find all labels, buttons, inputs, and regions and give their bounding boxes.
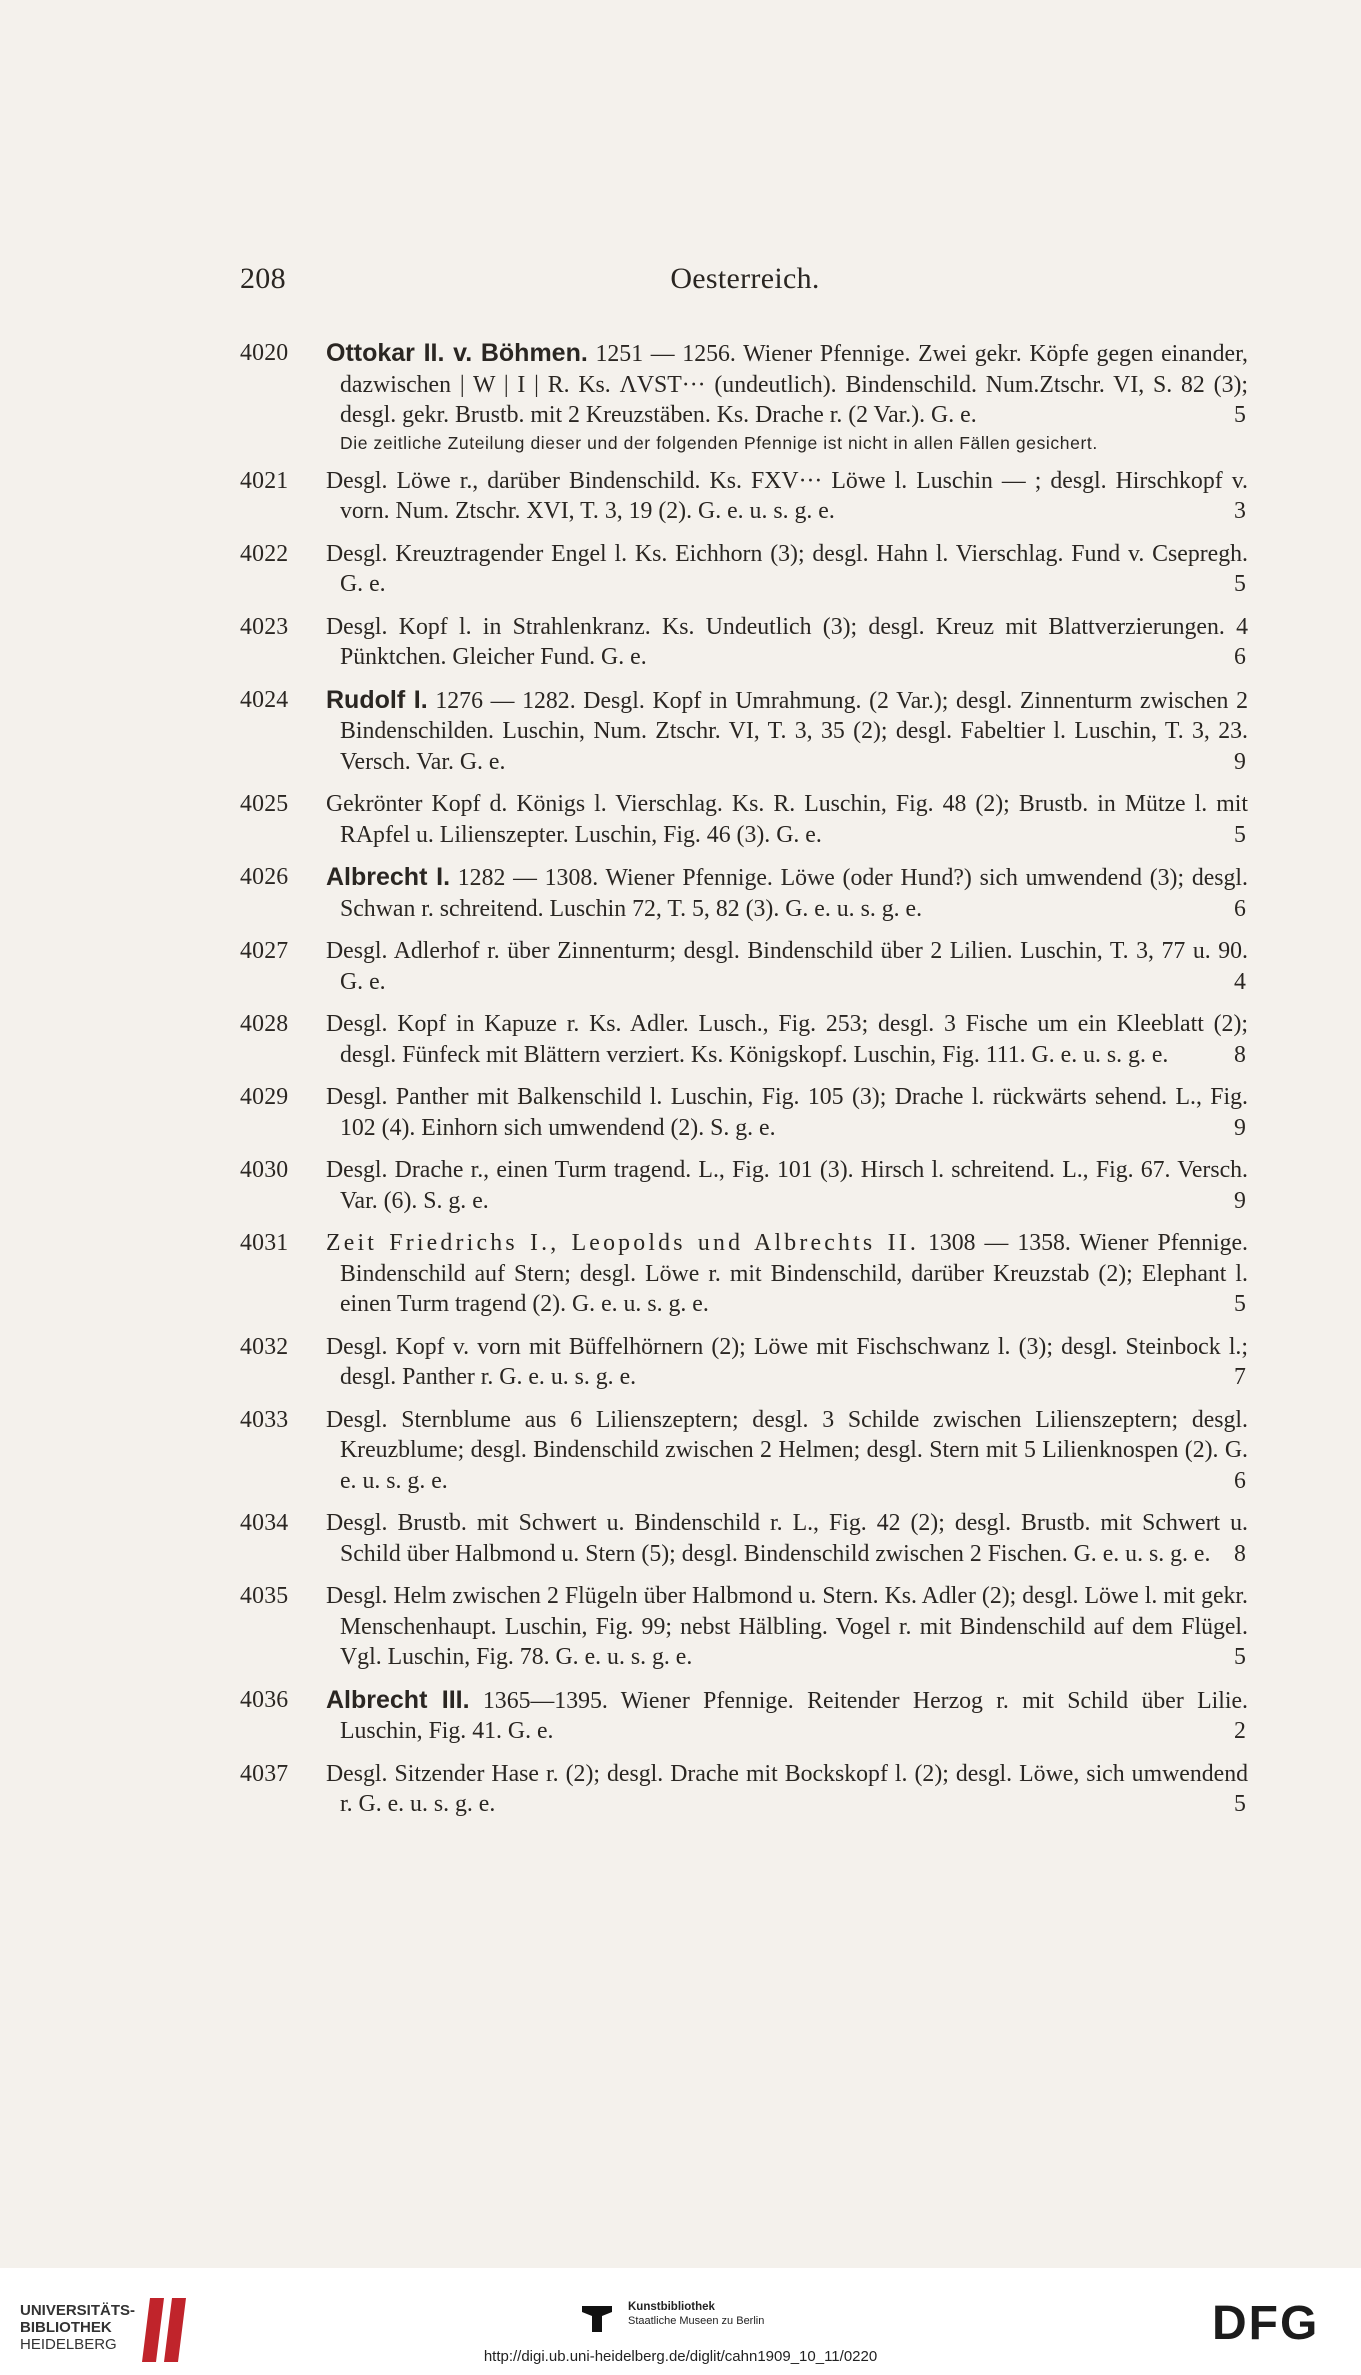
entry-text: Desgl. Sternblume aus 6 Lilienszeptern; desgl. 3 Schilde zwischen Lilienszeptern; desgl. Kreuzblume; desgl. Bindenschild zwischen 2 Helmen; desgl. Stern mit 5 Lilienknospen (2). G. e. u. s. g. e.: [326, 1406, 1248, 1494]
entry-description: Ottokar II. v. Böhmen. 1251 — 1256. Wiener Pfennige. Zwei gekr. Köpfe gegen einander, dazwischen | W | I | R. Ks. ΛVST··· (undeutlich). Bindenschild. Num.Ztschr. VI, S. 82 (3); desgl. gekr. Brustb. mit 2 Kreuzstäben. Ks. Drache r. (2 Var.). G. e. 5: [326, 339, 1248, 428]
catalog-entry: [240, 1759, 1248, 1820]
entry-text: Desgl. Löwe r., darüber Bindenschild. Ks. FXV··· Löwe l. Luschin — ; desgl. Hirschkopf v. vorn. Num. Ztschr. XVI, T. 3, 19 (2). G. e. u. s. g. e.: [326, 467, 1248, 524]
entry-number: 4025: [240, 791, 289, 817]
entry-number: 4031: [240, 1230, 289, 1256]
entry-number: 4023: [240, 613, 289, 640]
entry-description: Desgl. Sternblume aus 6 Lilienszeptern; desgl. 3 Schilde zwischen Lilienszeptern; desgl. Kreuzblume; desgl. Bindenschild zwischen 2 Helmen; desgl. Stern mit 5 Lilienknospen (2). G. e. u. s. g. e. 6: [326, 1406, 1248, 1494]
entry-description: Desgl. Panther mit Balkenschild l. Luschin, Fig. 105 (3); Drache l. rückwärts sehend. L., Fig. 102 (4). Einhorn sich umwendend (2). S. g. e. 9: [326, 1084, 1248, 1141]
entry-number: 4020: [240, 340, 289, 366]
dfg-logo[interactable]: DFG: [1212, 2297, 1320, 2350]
catalog-entry: [240, 1685, 1248, 1747]
page-header: [240, 262, 1250, 302]
entry-text: 1308 — 1358. Wiener Pfennige. Bindenschild auf Stern; desgl. Löwe r. mit Bindenschild, darüber Kreuzstab (2); Elephant l. einen Turm tragend (2). G. e. u. s. g. e.: [340, 1230, 1248, 1317]
footer-bar: [0, 2268, 1361, 2375]
entry-description: Desgl. Drache r., einen Turm tragend. L., Fig. 101 (3). Hirsch l. schreitend. L., Fig. 67. Versch. Var. (6). S. g. e. 9: [326, 1157, 1248, 1214]
entry-text: Desgl. Drache r., einen Turm tragend. L., Fig. 101 (3). Hirsch l. schreitend. L., Fig. 67. Versch. Var. (6). S. g. e.: [326, 1157, 1248, 1214]
catalog-entry: [240, 338, 1248, 454]
period-heading: Zeit Friedrichs I., Leopolds und Albrechts II.: [326, 1230, 919, 1256]
entry-text: 1282 — 1308. Wiener Pfennige. Löwe (oder Hund?) sich umwendend (3); desgl. Schwan r. schreitend. Luschin 72, T. 5, 82 (3). G. e. u. s. g. e.: [340, 865, 1248, 922]
entry-description: Desgl. Brustb. mit Schwert u. Bindenschild r. L., Fig. 42 (2); desgl. Brustb. mit Schwert u. Schild über Halbmond u. Stern (5); desgl. Bindenschild zwischen 2 Fischen. G. e. u. s. g. e. 8: [326, 1510, 1248, 1567]
entry-number: 4024: [240, 686, 289, 713]
entry-description: Rudolf I. 1276 — 1282. Desgl. Kopf in Umrahmung. (2 Var.); desgl. Zinnenturm zwischen 2 Bindenschilden. Luschin, Num. Ztschr. VI, T. 3, 35 (2); desgl. Fabeltier l. Luschin, T. 3, 23. Versch. Var. G. e. 9: [326, 685, 1248, 775]
uni-logo-line2: BIBLIOTHEK: [20, 2319, 112, 2336]
catalog-entry: [240, 1508, 1248, 1569]
source-url-link[interactable]: http://digi.ub.uni-heidelberg.de/diglit/cahn1909_10_11/0220: [483, 2348, 878, 2365]
kb-title: Kunstbibliothek: [628, 2301, 715, 2313]
ruler-name: Ottokar II. v. Böhmen.: [326, 339, 588, 367]
catalog-entry: [240, 1228, 1248, 1320]
entry-description: Desgl. Adlerhof r. über Zinnenturm; desgl. Bindenschild über 2 Lilien. Luschin, T. 3, 77 u. 90. G. e. 4: [326, 938, 1248, 995]
catalog-entry: [240, 1082, 1248, 1143]
catalog-entry: [240, 1405, 1248, 1497]
entry-description: Desgl. Kopf v. vorn mit Büffelhörnern (2); Löwe mit Fischschwanz l. (3); desgl. Steinbock l.; desgl. Panther r. G. e. u. s. g. e. 7: [326, 1333, 1248, 1390]
entry-text: 1276 — 1282. Desgl. Kopf in Umrahmung. (2 Var.); desgl. Zinnenturm zwischen 2 Bindenschilden. Luschin, Num. Ztschr. VI, T. 3, 35 (2); desgl. Fabeltier l. Luschin, T. 3, 23. Versch. Var. G. e.: [340, 687, 1248, 775]
kunstbibliothek-logo[interactable]: [578, 2294, 818, 2344]
entry-description: Albrecht I. 1282 — 1308. Wiener Pfennige. Löwe (oder Hund?) sich umwendend (3); desgl. Schwan r. schreitend. Luschin 72, T. 5, 82 (3). G. e. u. s. g. e. 6: [326, 863, 1248, 922]
entry-number: 4029: [240, 1084, 289, 1110]
entry-number: 4022: [240, 540, 289, 567]
catalog-entries: [240, 338, 1248, 1832]
catalog-entry: [240, 685, 1248, 778]
entry-description: Desgl. Sitzender Hase r. (2); desgl. Drache mit Bockskopf l. (2); desgl. Löwe, sich umwendend r. G. e. u. s. g. e. 5: [326, 1760, 1248, 1817]
entry-text: Desgl. Panther mit Balkenschild l. Luschin, Fig. 105 (3); Drache l. rückwärts sehend. L., Fig. 102 (4). Einhorn sich umwendend (2). S. g. e.: [326, 1084, 1248, 1141]
ruler-name: Rudolf I.: [326, 685, 428, 714]
catalog-entry: [240, 1009, 1248, 1070]
ruler-name: Albrecht I.: [326, 863, 451, 891]
entry-number: 4036: [240, 1686, 289, 1713]
entry-number: 4021: [240, 467, 289, 494]
uni-logo-line3: HEIDELBERG: [20, 2336, 117, 2353]
ruler-name: Albrecht III.: [326, 1685, 470, 1714]
entry-text: Desgl. Kopf v. vorn mit Büffelhörnern (2); Löwe mit Fischschwanz l. (3); desgl. Steinbock l.; desgl. Panther r. G. e. u. s. g. e.: [326, 1333, 1248, 1390]
uni-logo-line1: UNIVERSITÄTS-: [20, 2302, 136, 2319]
entry-number: 4027: [240, 938, 289, 964]
entry-text: Gekrönter Kopf d. Königs l. Vierschlag. Ks. R. Luschin, Fig. 48 (2); Brustb. in Mütze l. mit RApfel u. Lilienszepter. Luschin, Fig. 46 (3). G. e.: [326, 791, 1248, 848]
catalog-entry: [240, 1581, 1248, 1673]
entry-text: Desgl. Helm zwischen 2 Flügeln über Halbmond u. Stern. Ks. Adler (2); desgl. Löwe l. mit gekr. Menschenhaupt. Luschin, Fig. 99; nebst Hälbling. Vogel r. mit Bindenschild auf dem Flügel. Vgl. Luschin, Fig. 78. G. e. u. s. g. e.: [326, 1583, 1248, 1670]
page-title: Oesterreich.: [670, 262, 820, 295]
entry-footnote: Die zeitliche Zuteilung dieser und der folgenden Pfennige ist nicht in allen Fällen gesichert.: [340, 432, 1098, 453]
entry-number: 4037: [240, 1760, 289, 1787]
entry-description: Albrecht III. 1365—1395. Wiener Pfennige. Reitender Herzog r. mit Schild über Lilie. Luschin, Fig. 41. G. e. 2: [326, 1685, 1248, 1744]
entry-number: 4033: [240, 1406, 289, 1433]
catalog-entry: [240, 466, 1248, 527]
entry-description: Desgl. Helm zwischen 2 Flügeln über Halbmond u. Stern. Ks. Adler (2); desgl. Löwe l. mit gekr. Menschenhaupt. Luschin, Fig. 99; nebst Hälbling. Vogel r. mit Bindenschild auf dem Flügel. Vgl. Luschin, Fig. 78. G. e. u. s. g. e. 5: [326, 1583, 1248, 1670]
catalog-entry: [240, 789, 1248, 850]
entry-text: Desgl. Kopf l. in Strahlenkranz. Ks. Undeutlich (3); desgl. Kreuz mit Blattverzierungen. 4 Pünktchen. Gleicher Fund. G. e.: [326, 613, 1248, 670]
entry-text: Desgl. Brustb. mit Schwert u. Bindenschild r. L., Fig. 42 (2); desgl. Brustb. mit Schwert u. Schild über Halbmond u. Stern (5); desgl. Bindenschild zwischen 2 Fischen. G. e. u. s. g. e.: [326, 1510, 1248, 1567]
eagle-emblem-icon: [578, 2302, 616, 2336]
entry-text: Desgl. Adlerhof r. über Zinnenturm; desgl. Bindenschild über 2 Lilien. Luschin, T. 3, 77 u. 90. G. e.: [326, 938, 1248, 995]
entry-text: Desgl. Kopf in Kapuze r. Ks. Adler. Lusch., Fig. 253; desgl. 3 Fische um ein Kleeblatt (2); desgl. Fünfeck mit Blättern verziert. Ks. Königskopf. Luschin, Fig. 111. G. e. u. s. g. e.: [326, 1011, 1248, 1068]
entry-text: Desgl. Sitzender Hase r. (2); desgl. Drache mit Bockskopf l. (2); desgl. Löwe, sich umwendend r. G. e. u. s. g. e.: [326, 1760, 1248, 1817]
entry-description: Desgl. Löwe r., darüber Bindenschild. Ks. FXV··· Löwe l. Luschin — ; desgl. Hirschkopf v. vorn. Num. Ztschr. XVI, T. 3, 19 (2). G. e. u. s. g. e. 3: [326, 467, 1248, 524]
entry-description: Desgl. Kreuztragender Engel l. Ks. Eichhorn (3); desgl. Hahn l. Vierschlag. Fund v. Csepregh. G. e. 5: [326, 540, 1248, 597]
page-number: 208: [240, 262, 286, 295]
catalog-entry: [240, 612, 1248, 673]
entry-number: 4032: [240, 1333, 289, 1360]
catalog-entry: [240, 1332, 1248, 1393]
catalog-entry: [240, 936, 1248, 997]
entry-text: Desgl. Kreuztragender Engel l. Ks. Eichhorn (3); desgl. Hahn l. Vierschlag. Fund v. Csepregh. G. e.: [326, 540, 1248, 597]
catalog-entry: [240, 1155, 1248, 1216]
entry-number: 4034: [240, 1510, 289, 1536]
entry-description: Gekrönter Kopf d. Königs l. Vierschlag. Ks. R. Luschin, Fig. 48 (2); Brustb. in Mütze l. mit RApfel u. Lilienszepter. Luschin, Fig. 46 (3). G. e. 5: [326, 791, 1248, 848]
entry-number: 4026: [240, 864, 289, 890]
catalog-entry: [240, 539, 1248, 600]
entry-description: Desgl. Kopf l. in Strahlenkranz. Ks. Undeutlich (3); desgl. Kreuz mit Blattverzierungen. 4 Pünktchen. Gleicher Fund. G. e. 6: [326, 613, 1248, 670]
entry-text: 1365—1395. Wiener Pfennige. Reitender Herzog r. mit Schild über Lilie. Luschin, Fig. 41. G. e.: [340, 1687, 1248, 1744]
entry-description: Desgl. Kopf in Kapuze r. Ks. Adler. Lusch., Fig. 253; desgl. 3 Fische um ein Kleeblatt (2); desgl. Fünfeck mit Blättern verziert. Ks. Königskopf. Luschin, Fig. 111. G. e. u. s. g. e. 8: [326, 1011, 1248, 1068]
entry-description: Zeit Friedrichs I., Leopolds und Albrechts II. 1308 — 1358. Wiener Pfennige. Bindenschild auf Stern; desgl. Löwe r. mit Bindenschild, darüber Kreuzstab (2); Elephant l. einen Turm tragend (2). G. e. u. s. g. e. 5: [326, 1230, 1248, 1317]
entry-number: 4030: [240, 1157, 289, 1183]
entry-text: 1251 — 1256. Wiener Pfennige. Zwei gekr. Köpfe gegen einander, dazwischen | W | I | R. Ks. ΛVST··· (undeutlich). Bindenschild. Num.Ztschr. VI, S. 82 (3); desgl. gekr. Brustb. mit 2 Kreuzstäben. Ks. Drache r. (2 Var.). G. e.: [340, 341, 1248, 428]
kb-subtitle: Staatliche Museen zu Berlin: [628, 2315, 765, 2327]
entry-number: 4028: [240, 1011, 289, 1037]
entry-number: 4035: [240, 1583, 289, 1609]
catalog-entry: [240, 862, 1248, 924]
